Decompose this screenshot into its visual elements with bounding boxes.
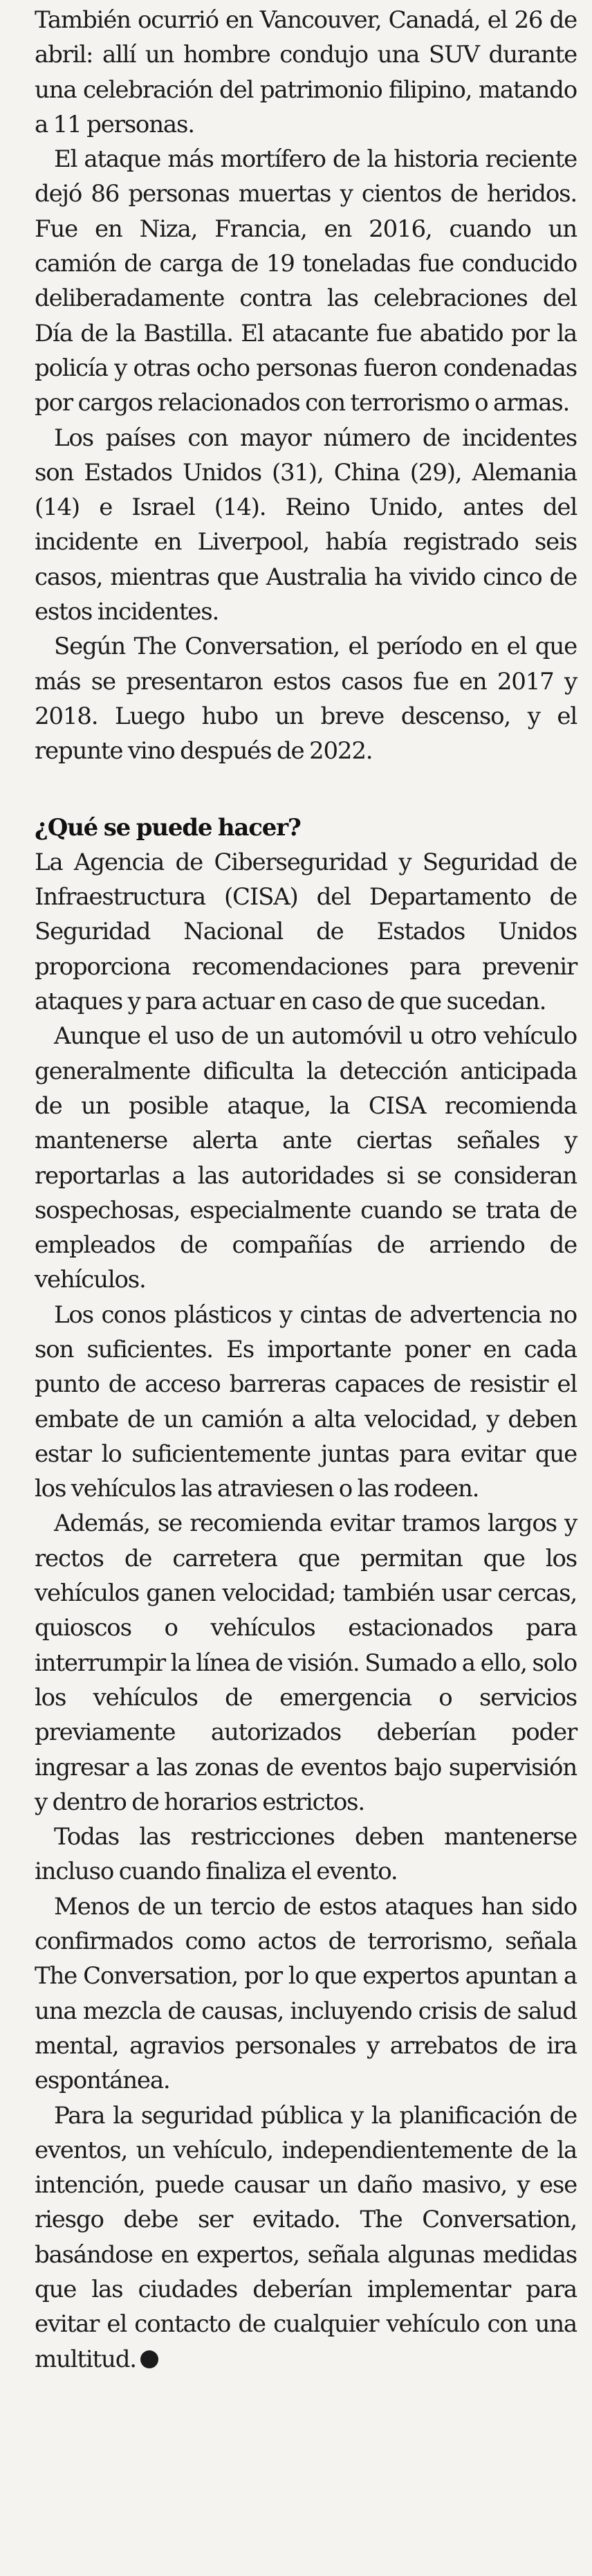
paragraph-closing <box>35 2098 577 2377</box>
paragraph-cisa: La Agencia de Ciberseguridad y Seguridad de Infraestructura (CISA) del Departamento de Seguridad Nacional de Estados Unidos proporciona recomendaciones para prevenir ataques y para actuar en caso de que sucedan. <box>35 848 577 1016</box>
section-subheading: ¿Qué se puede hacer? <box>35 813 301 842</box>
paragraph-restrictions: Todas las restricciones deben mantenerse incluso cuando finaliza el evento. <box>35 1823 577 1886</box>
paragraph-roads: Además, se recomienda evitar tramos largos y rectos de carretera que permitan que los vehículos ganen velocidad; también usar cercas, quioscos o vehículos estacionados para interrumpir la línea de visión. Sumado a ello, solo los vehículos de emergencia o servicios previamente autorizados deberían poder ingresar a las zonas de eventos bajo supervisión y dentro de horarios estrictos. <box>35 1509 577 1816</box>
paragraph-niza-attack: El ataque más mortífero de la historia reciente dejó 86 personas muertas y cientos de heridos. Fue en Niza, Francia, en 2016, cuando un camión de carga de 19 toneladas fue conducido deliberadamente contra las celebraciones del Día de la Bastilla. El atacante fue abatido por la policía y otras ocho personas fueron condenadas por cargos relacionados con terrorismo o armas. <box>35 145 577 417</box>
paragraph-countries: Los países con mayor número de incidentes son Estados Unidos (31), China (29), Alemania (14) e Israel (14). Reino Unido, antes del incidente en Liverpool, había registrado seis casos, mientras que Australia ha vivido cinco de estos incidentes. <box>35 424 577 626</box>
paragraph-detection: Aunque el uso de un automóvil u otro vehículo generalmente dificulta la detección anticipada de un posible ataque, la CISA recomienda mantenerse alerta ante ciertas señales y reportarlas a las autoridades si se consideran sospechosas, especialmente cuando se trata de empleados de compañías de arriendo de vehículos. <box>35 1022 577 1294</box>
end-mark-icon <box>140 2350 158 2368</box>
closing-text: Para la seguridad pública y la planificación de eventos, un vehículo, independientemente de la intención, puede causar un daño masivo, y ese riesgo debe ser evitado. The Conversation, basándose en expertos, señala algunas medidas que las ciudades deberían implementar para evitar el contacto de cualquier vehículo con una multitud. <box>35 2101 577 2373</box>
paragraph-period: Según The Conversation, el período en el que más se presentaron estos casos fue en 2017 y 2018. Luego hubo un breve descenso, y el repunte vino después de 2022. <box>35 633 577 765</box>
paragraph-terrorism: Menos de un tercio de estos ataques han sido confirmados como actos de terrorismo, señala The Conversation, por lo que expertos apuntan a una mezcla de causas, incluyendo crisis de salud mental, agravios personales y arrebatos de ira espontánea. <box>35 1892 577 2095</box>
paragraph-barriers: Los conos plásticos y cintas de advertencia no son suficientes. Es importante poner en cada punto de acceso barreras capaces de resistir el embate de un camión a alta velocidad, y deben estar lo suficientemente juntas para evitar que los vehículos las atraviesen o las rodeen. <box>35 1300 577 1503</box>
paragraph-vancouver: También ocurrió en Vancouver, Canadá, el 26 de abril: allí un hombre condujo una SUV durante una celebración del patrimonio filipino, matando a 11 personas. <box>35 6 577 138</box>
